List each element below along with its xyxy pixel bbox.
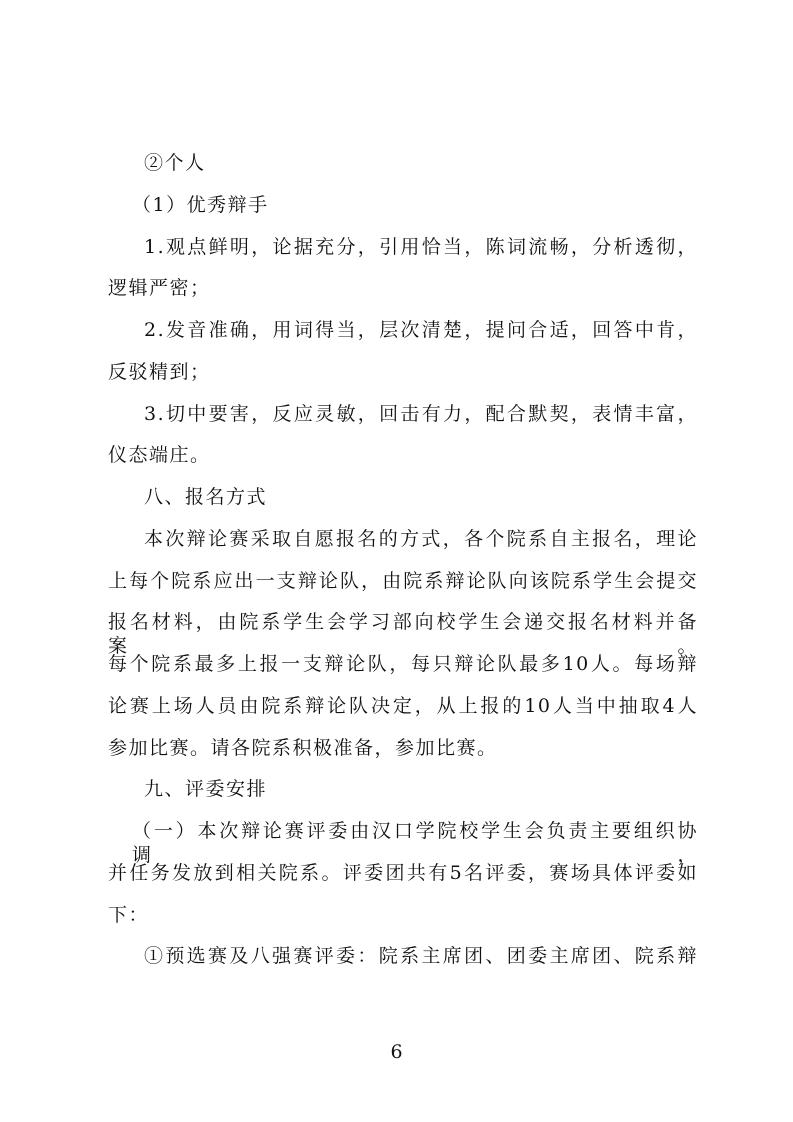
judges-paragraph-line-2: 并任务发放到相关院系。评委团共有5名评委，赛场具体评委如 [108,862,698,884]
judges-paragraph-line-1: （一）本次辩论赛评委由汉口学院校学生会负责主要组织协调， [132,820,698,866]
registration-paragraph-line-5: 论赛上场人员由院系辩论队决定，从上报的10人当中抽取4人 [108,695,698,717]
judges-item-line-1: ①预选赛及八强赛评委：院系主席团、团委主席团、院系辩 [144,945,698,967]
registration-paragraph-line-2: 上每个院系应出一支辩论队，由院系辩论队向该院系学生会提交 [108,570,698,592]
registration-paragraph-line-4: 每个院系最多上报一支辩论队，每只辩论队最多10人。每场辩 [108,653,698,675]
criteria-line-3a: 3.切中要害，反应灵敏，回击有力，配合默契，表情丰富， [144,403,698,425]
subheading-outstanding-debater: （1）优秀辩手 [132,194,269,216]
subheading-individual: ②个人 [144,152,206,174]
criteria-line-1a: 1.观点鲜明，论据充分，引用恰当，陈词流畅，分析透彻， [144,236,698,258]
criteria-line-1b: 逻辑严密； [108,277,211,299]
section-heading-registration: 八、报名方式 [144,486,268,508]
judges-paragraph-line-3: 下： [108,904,150,926]
criteria-line-3b: 仪态端庄。 [108,444,211,466]
registration-paragraph-line-1: 本次辩论赛采取自愿报名的方式，各个院系自主报名，理论 [144,528,698,550]
section-heading-judges: 九、评委安排 [144,778,268,800]
criteria-line-2b: 反驳精到； [108,361,211,383]
criteria-line-2a: 2.发音准确，用词得当，层次清楚，提问合适，回答中肯， [144,319,698,341]
page-number: 6 [390,1041,403,1063]
registration-paragraph-line-6: 参加比赛。请各院系积极准备，参加比赛。 [108,737,498,759]
registration-paragraph-line-3: 报名材料，由院系学生会学习部向校学生会递交报名材料并备案。 [108,611,698,657]
